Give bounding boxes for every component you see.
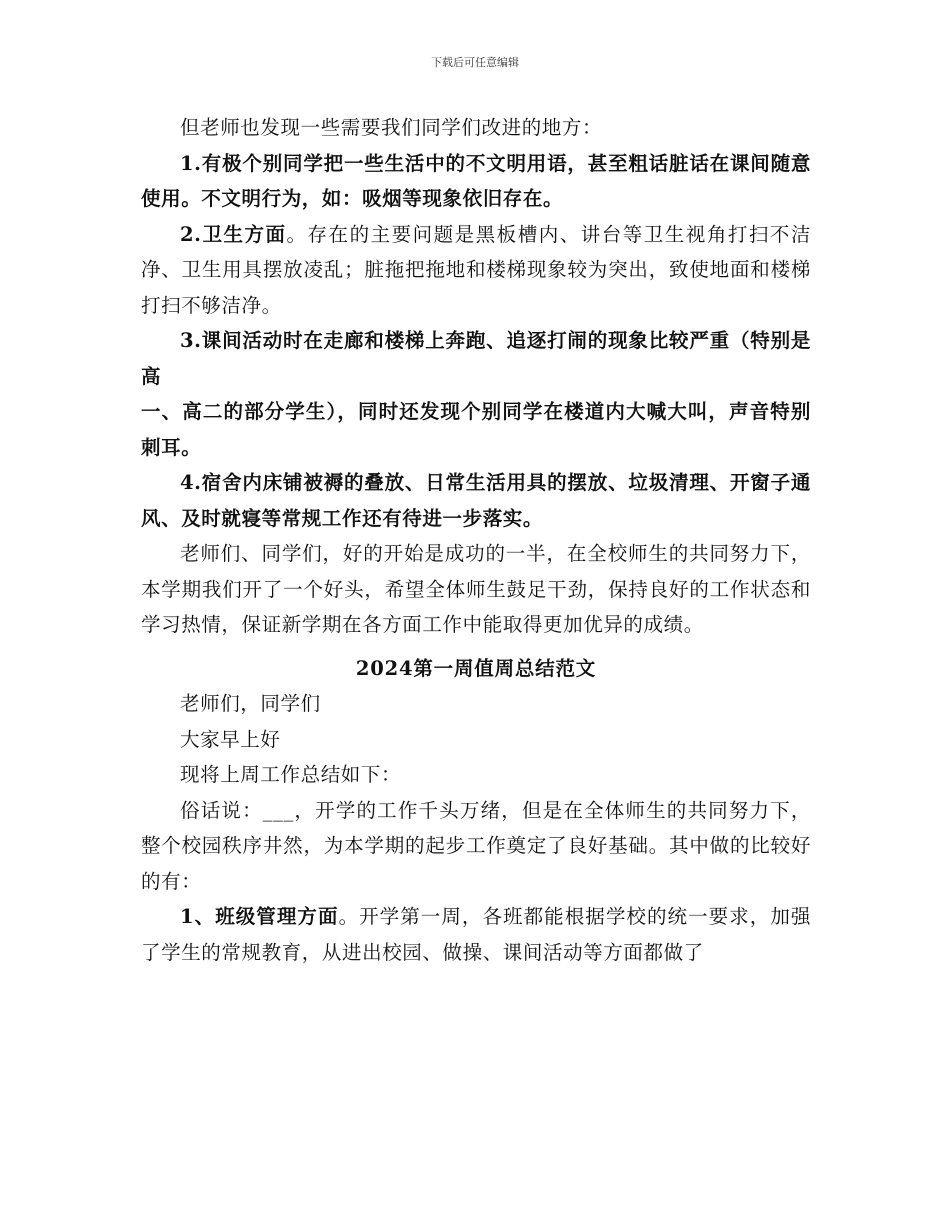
section1-item2	[141, 217, 811, 324]
section2-title: 2024第一周值周总结范文	[355, 656, 597, 680]
section1-item4: 4.宿舍内床铺被褥的叠放、日常生活用具的摆放、垃圾清理、开窗子通风、及时就寝等常规工作还有待进一步落实。	[141, 471, 811, 530]
section1-intro: 但老师也发现一些需要我们同学们改进的地方：	[180, 116, 603, 139]
section1-item2-rest: 。存在的主要问题是黑板槽内、讲台等卫生视角打扫不洁净、卫生用具摆放凌乱；脏拖把拖地和楼梯现象较为突出，致使地面和楼梯打扫不够洁净。	[141, 222, 811, 317]
section2-item1-lead: 1、班级管理方面	[180, 905, 339, 928]
page-header-note: 下载后可任意编辑	[431, 56, 519, 69]
section1-item2-lead: 2.卫生方面	[180, 222, 287, 246]
section1-item3-line1: 3.课间活动时在走廊和楼梯上奔跑、追逐打闹的现象比较严重（特别是高	[141, 329, 811, 388]
section2-item1	[141, 899, 811, 970]
section2-greeting2: 大家早上好	[180, 727, 281, 751]
section2-item1-rest: 。开学第一周，各班都能根据学校的统一要求，加强了学生的常规教育，从进出校园、做操、课间活动等方面都做了	[141, 905, 811, 964]
section2-intro: 现将上周工作总结如下：	[180, 763, 402, 786]
section1-item1: 1.有极个别同学把一些生活中的不文明用语，甚至粗话脏话在课间随意使用。不文明行为，如：吸烟等现象依旧存在。	[141, 151, 811, 210]
section2-para1: 俗话说：___，开学的工作千头万绪，但是在全体师生的共同努力下，整个校园秩序井然，为本学期的起步工作奠定了良好基础。其中做的比较好的有：	[141, 798, 811, 893]
section2-greeting1: 老师们，同学们	[180, 692, 321, 715]
section1-closing: 老师们、同学们，好的开始是成功的一半，在全校师生的共同努力下，本学期我们开了一个好头，希望全体师生鼓足干劲，保持良好的工作状态和学习热情，保证新学期在各方面工作中能取得更加优异的成绩。	[141, 542, 811, 636]
section1-item3-line2: 一、高二的部分学生），同时还发现个别同学在楼道内大喊大叫，声音特别刺耳。	[141, 400, 811, 459]
document-body	[141, 110, 811, 970]
